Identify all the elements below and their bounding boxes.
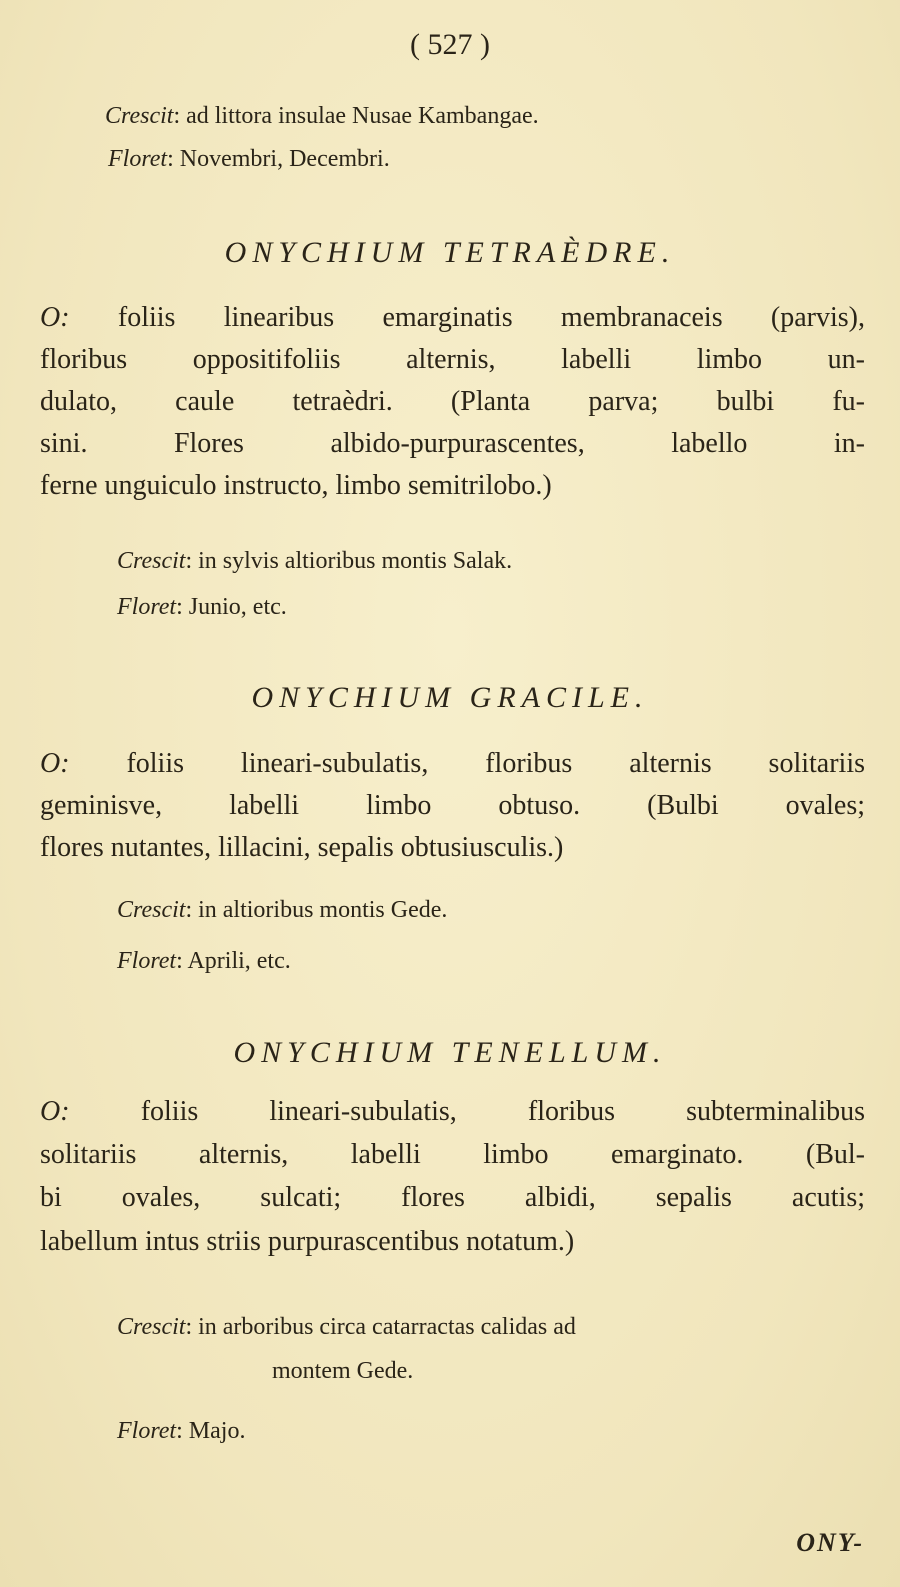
floret-label: Floret: [117, 594, 177, 620]
genus-abbr: O:: [40, 1096, 70, 1127]
text: foliis lineari-subulatis, floribus subterminalibus: [140, 1096, 866, 1127]
description-line: sini. Flores albido-purpurascentes, labello in-: [40, 428, 865, 459]
crescit-label: Crescit: [117, 548, 186, 574]
text: foliis lineari-subulatis, floribus alternis solitariis: [126, 748, 865, 779]
description-line: labellum intus striis purpurascentibus notatum.): [40, 1226, 575, 1257]
crescit-text: : in arboribus circa catarractas calidas ad: [185, 1314, 576, 1340]
floret-text: : Majo.: [176, 1418, 246, 1444]
description-line: geminisve, labelli limbo obtuso. (Bulbi ovales;: [40, 790, 865, 821]
genus-abbr: O:: [40, 302, 70, 333]
description-line: [40, 302, 865, 334]
description-line: [40, 1096, 865, 1128]
genus-abbr: O:: [40, 748, 70, 779]
description-line: bi ovales, sulcati; flores albidi, sepalis acutis;: [40, 1182, 865, 1213]
crescit-text: : in altioribus montis Gede.: [185, 897, 448, 923]
text: foliis linearibus emarginatis membranaceis (parvis),: [117, 302, 865, 333]
floret-label: Floret: [117, 1418, 177, 1444]
flowering-line: [117, 594, 287, 621]
species-heading: ONYCHIUM TENELLUM.: [233, 1036, 667, 1069]
page-number: ( 527 ): [410, 28, 490, 61]
floret-text: : Aprili, etc.: [176, 948, 291, 974]
crescit-text: : in sylvis altioribus montis Salak.: [185, 548, 513, 574]
species-heading: ONYCHIUM TETRAÈDRE.: [224, 236, 676, 269]
habitat-line: [117, 897, 447, 924]
description-line: solitariis alternis, labelli limbo emarginato. (Bul-: [40, 1139, 865, 1170]
flowering-line: [117, 1418, 245, 1445]
description-line: floribus oppositifoliis alternis, labelli limbo un-: [40, 344, 865, 375]
crescit-label: Crescit: [117, 1314, 186, 1340]
crescit-label: Crescit: [117, 897, 186, 923]
description-line: ferne unguiculo instructo, limbo semitrilobo.): [40, 470, 552, 501]
flowering-line: [108, 146, 390, 173]
description-line: [40, 748, 865, 780]
catchword: ONY-: [796, 1528, 864, 1557]
floret-label: Floret: [108, 146, 168, 172]
species-heading: ONYCHIUM GRACILE.: [251, 681, 649, 714]
habitat-line: [117, 1314, 576, 1341]
flowering-line: [117, 948, 291, 975]
description-line: flores nutantes, lillacini, sepalis obtusiusculis.): [40, 832, 564, 863]
floret-label: Floret: [117, 948, 177, 974]
crescit-label: Crescit: [105, 103, 174, 129]
description-line: dulato, caule tetraèdri. (Planta parva; bulbi fu-: [40, 386, 865, 417]
floret-text: : Novembri, Decembri.: [167, 146, 390, 172]
floret-text: : Junio, etc.: [176, 594, 287, 620]
habitat-line: [117, 548, 512, 575]
habitat-line-continued: montem Gede.: [272, 1358, 414, 1384]
crescit-text: : ad littora insulae Nusae Kambangae.: [173, 103, 539, 129]
habitat-line: [105, 103, 539, 130]
